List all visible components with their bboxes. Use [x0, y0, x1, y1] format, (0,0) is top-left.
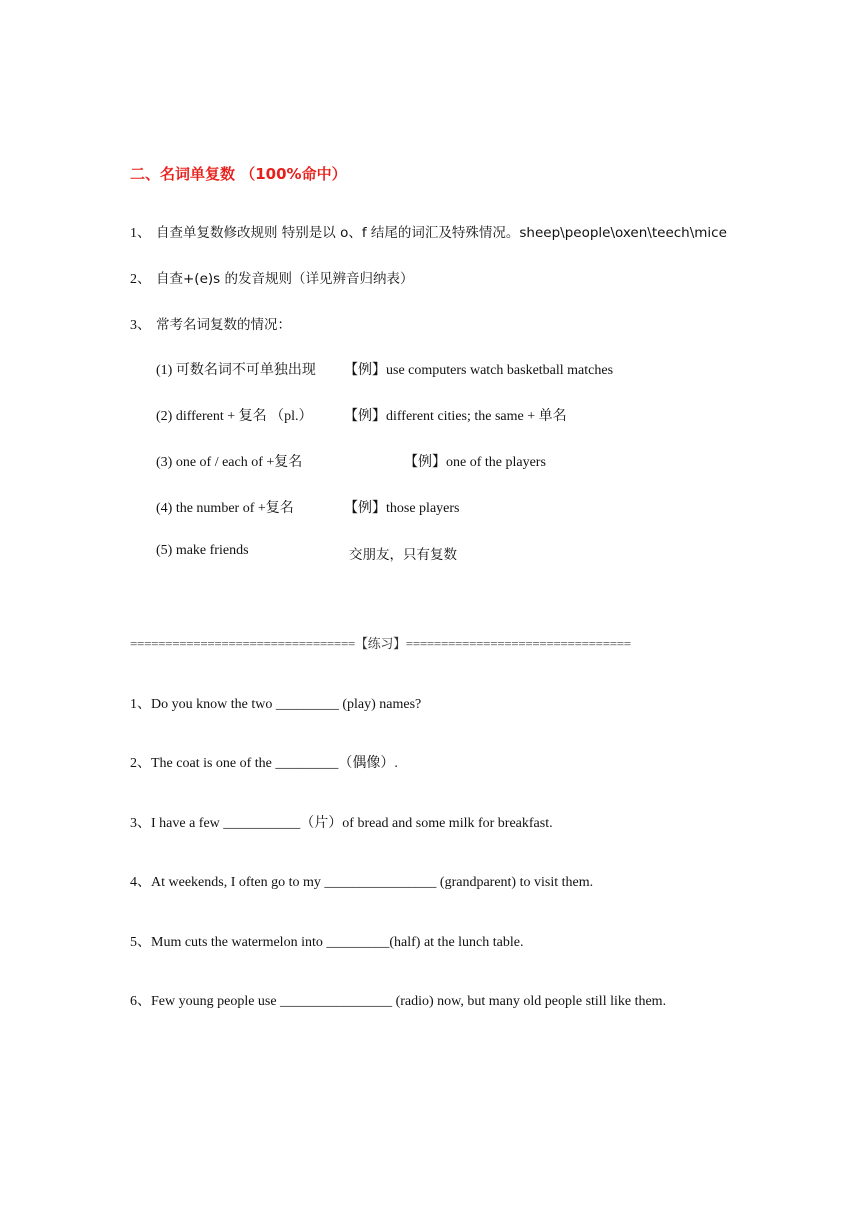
case-2-example: 【例】different cities; the same + 单名 [344, 409, 567, 424]
question-1: 1、Do you know the two _________ (play) names? [130, 697, 422, 712]
rule-number: 3、 [130, 318, 151, 333]
question-3: 3、I have a few ___________（片）of bread and some milk for breakfast. [130, 816, 553, 831]
case-5-label: (5) make friends [156, 543, 249, 558]
case-4-label: (4) the number of +复名 [156, 501, 294, 516]
case-5-example: 交朋友，只有复数 [349, 547, 457, 563]
rule-number: 2、 [130, 272, 151, 287]
section-title: 二、名词单复数 （100%命中） [130, 165, 347, 183]
rule-3 [130, 313, 291, 334]
rule-1 [130, 221, 727, 242]
question-5: 5、Mum cuts the watermelon into _________(half) at the lunch table. [130, 935, 524, 950]
rule-text: 常考名词复数的情况： [156, 317, 291, 333]
case-1-example: 【例】use computers watch basketball matches [344, 363, 614, 378]
case-1-label: (1) 可数名词不可单独出现 [156, 363, 316, 378]
case-3-label: (3) one of / each of +复名 [156, 455, 303, 470]
rule-text: 自查+(e)s 的发音规则（详见辨音归纳表） [156, 271, 414, 287]
case-2-label: (2) different + 复名 （pl.） [156, 409, 313, 424]
question-6: 6、Few young people use ________________ (radio) now, but many old people still like them. [130, 994, 667, 1009]
rule-number: 1、 [130, 226, 151, 241]
question-2: 2、The coat is one of the _________（偶像）. [130, 756, 398, 771]
rule-2 [130, 267, 413, 288]
rule-text: 自查单复数修改规则 特别是以 o、f 结尾的词汇及特殊情况。sheep\people\oxen\teech\mice [156, 225, 727, 241]
case-3-example: 【例】one of the players [404, 455, 546, 470]
case-4-example: 【例】those players [344, 501, 460, 516]
practice-divider: ================================【练习】================================ [130, 636, 631, 651]
question-4: 4、At weekends, I often go to my ________________ (grandparent) to visit them. [130, 875, 594, 890]
